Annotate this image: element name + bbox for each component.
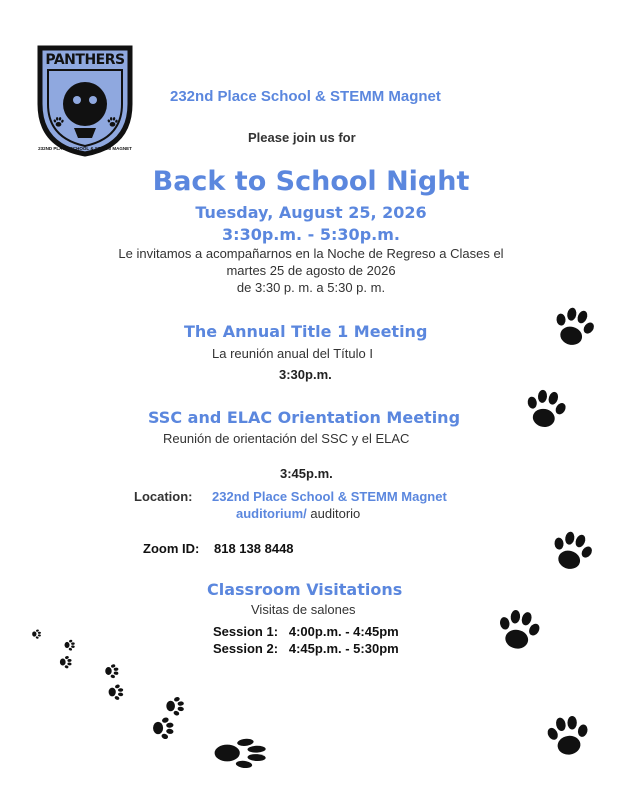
visitations-spanish: Visitas de salones — [251, 602, 356, 617]
title1-time: 3:30p.m. — [279, 367, 332, 382]
spanish-intro-line1: Le invitamos a acompañarnos en la Noche de Regreso a Clases el — [118, 246, 504, 261]
session-time: 4:00p.m. - 4:45pm — [288, 624, 399, 639]
location-auditorium: auditorium/ — [236, 506, 307, 521]
paw-print-icon — [548, 304, 598, 354]
spanish-intro-line2: martes 25 de agosto de 2026 — [226, 263, 396, 278]
event-time: 3:30p.m. - 5:30p.m. — [222, 225, 400, 244]
location-value-line2 — [236, 506, 360, 521]
paw-trail — [20, 628, 290, 778]
session-label: Session 2: — [213, 641, 279, 656]
event-date: Tuesday, August 25, 2026 — [195, 203, 427, 222]
paw-print-icon — [492, 606, 544, 658]
zoom-label: Zoom ID: — [143, 541, 200, 556]
spanish-intro-line3: de 3:30 p. m. a 5:30 p. m. — [236, 280, 386, 295]
paw-print-icon — [546, 528, 596, 578]
session-label: Session 1: — [213, 624, 279, 639]
title1-spanish: La reunión anual del Título I — [212, 346, 373, 361]
visitations-heading: Classroom Visitations — [207, 580, 403, 599]
paw-print-icon — [28, 628, 44, 640]
paw-print-icon — [98, 662, 124, 680]
location-value-line1: 232nd Place School & STEMM Magnet — [212, 489, 447, 504]
logo-top-text: PANTHERS — [45, 52, 125, 68]
paw-print-icon — [140, 714, 184, 742]
ssc-time: 3:45p.m. — [280, 466, 333, 481]
school-logo — [34, 42, 136, 158]
title1-heading: The Annual Title 1 Meeting — [184, 322, 428, 341]
ssc-heading: SSC and ELAC Orientation Meeting — [148, 408, 461, 427]
paw-print-icon — [542, 710, 594, 766]
session-time: 4:45p.m. - 5:30pm — [288, 641, 399, 656]
invite-text: Please join us for — [248, 130, 356, 145]
paw-print-icon — [202, 734, 272, 772]
location-auditorio: auditorio — [310, 506, 361, 521]
paw-print-icon — [60, 638, 78, 652]
logo-ring-text: 232ND PLACE SCHOOL & STEMM MAGNET — [38, 146, 132, 151]
ssc-spanish: Reunión de orientación del SSC y el ELAC — [163, 431, 410, 446]
location-label: Location: — [134, 489, 193, 504]
paw-print-icon — [100, 682, 130, 702]
school-name: 232nd Place School & STEMM Magnet — [170, 88, 441, 105]
zoom-value: 818 138 8448 — [214, 541, 294, 556]
paw-print-icon — [54, 654, 76, 670]
event-title: Back to School Night — [152, 166, 470, 197]
paw-print-icon — [520, 386, 570, 436]
